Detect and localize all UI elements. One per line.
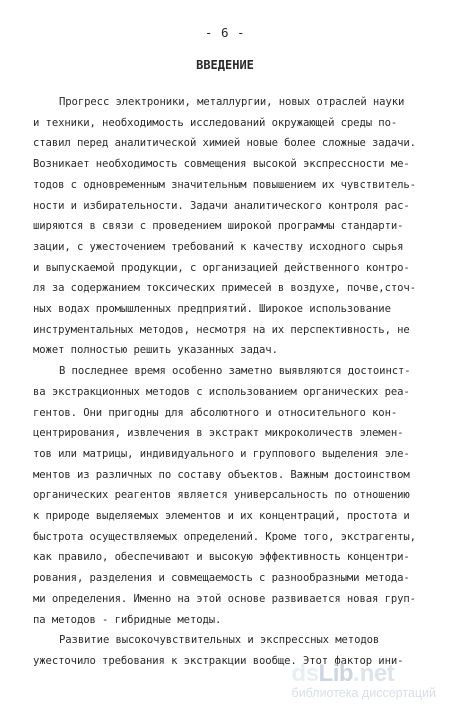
body-text [33, 92, 433, 672]
watermark [292, 660, 436, 700]
text-line: тодов с одновременным значительным повышением их чувствитель- [33, 178, 416, 191]
watermark-logo-lib: Lib [318, 660, 354, 687]
text-line: может полностью решить указанных задач. [33, 344, 278, 357]
watermark-subtitle: библиотека диссертаций [291, 686, 436, 700]
text-line: Прогресс электроники, металлургии, новых отраслей науки [59, 96, 405, 108]
text-line: и техники, необходимость исследований окружающей среды по- [33, 116, 398, 129]
text-line: инструментальных методов, несмотря на их перспективность, не [33, 323, 410, 336]
watermark-logo-net: net [359, 660, 395, 687]
text-line: Возникает необходимость совмещения высокой экспрессности ме- [33, 158, 410, 171]
text-line: зации, с ужесточением требований к качеству исходного сырья [33, 240, 404, 253]
text-line: В последнее время особенно заметно выявляются достоинст- [59, 365, 411, 378]
page-number: - 6 - [204, 25, 246, 40]
text-line: ля за содержанием токсических примесей в воздухе, почве,сточ- [33, 282, 416, 295]
text-line: ментов из различных по составу объектов. Важным достоинством [33, 468, 410, 481]
text-line: ставил перед аналитической химией новые более сложные задачи. [33, 137, 416, 150]
text-line: ужесточило требования к экстракции вообще. Этот фактор ини- [33, 654, 404, 667]
watermark-logo-dot: . [353, 660, 360, 687]
text-line: рования, разделения и совмещаемость с разнообразными метода- [33, 572, 410, 585]
text-line: как правило, обеспечивают и высокую эффективность концентри- [33, 551, 410, 564]
text-line: центрирования, извлечения в экстракт микроколичеств элемен- [33, 427, 404, 440]
section-heading: ВВЕДЕНИЕ [196, 58, 254, 72]
watermark-logo [292, 660, 436, 688]
text-line: ва экстракционных методов с использованием органических реа- [33, 385, 410, 398]
text-line: и выпускаемой продукции, с организацией действенного контро- [33, 261, 410, 274]
text-line: ми определения. Именно на этой основе развивается новая груп- [33, 592, 416, 605]
text-line: ных водах промышленных предприятий. Широкое использование [33, 303, 391, 316]
text-line: ности и избирательности. Задачи аналитического контроля рас- [33, 199, 410, 212]
text-line: ширяются в связи с проведением широкой программы стандарти- [33, 220, 404, 233]
text-line: тов или матрицы, индивидуального и группового выделения эле- [33, 447, 410, 460]
text-line: к природе выделяемых элементов и их концентраций, простота и [33, 510, 410, 523]
text-line: гентов. Они пригодны для абсолютного и относительного кон- [33, 406, 398, 419]
text-line: па методов - гибридные методы. [33, 613, 222, 626]
text-line: Развитие высокочувствительных и экспрессных методов [59, 634, 380, 647]
text-line: быстрота осуществляемых определений. Кроме того, экстрагенты, [33, 530, 416, 543]
text-line: органических реагентов является универсальность по отношению [33, 489, 410, 502]
watermark-logo-ds: ds [291, 660, 319, 687]
